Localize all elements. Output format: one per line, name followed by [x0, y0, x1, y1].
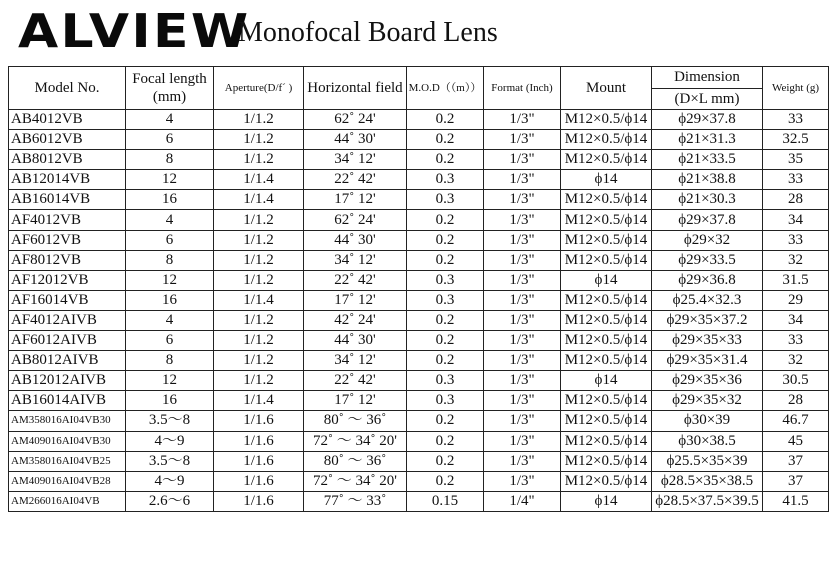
- cell-weight: 32: [763, 250, 829, 270]
- cell-aperture: 1/1.2: [214, 270, 304, 290]
- table-row: [9, 371, 829, 391]
- cell-focal-length: 16: [126, 290, 214, 310]
- cell-aperture: 1/1.4: [214, 190, 304, 210]
- cell-focal-length: 8: [126, 250, 214, 270]
- cell-mount: M12×0.5/ϕ14: [561, 431, 652, 451]
- cell-mod: 0.2: [407, 411, 484, 431]
- cell-dimension: ϕ21×38.8: [652, 170, 763, 190]
- cell-weight: 32: [763, 351, 829, 371]
- cell-mod: 0.3: [407, 190, 484, 210]
- cell-format: 1/3": [484, 290, 561, 310]
- cell-weight: 34: [763, 310, 829, 330]
- cell-aperture: 1/1.4: [214, 290, 304, 310]
- cell-dimension: ϕ29×35×32: [652, 391, 763, 411]
- header-weight: Weight (g): [763, 67, 829, 110]
- cell-aperture: 1/1.2: [214, 351, 304, 371]
- header-focal-line2: (mm): [152, 89, 187, 105]
- cell-horizontal-field: 22˚ 42': [304, 270, 407, 290]
- cell-mod: 0.15: [407, 491, 484, 511]
- lens-spec-table: [8, 66, 829, 512]
- cell-weight: 41.5: [763, 491, 829, 511]
- table-row: [9, 150, 829, 170]
- cell-mount: ϕ14: [561, 491, 652, 511]
- cell-format: 1/3": [484, 391, 561, 411]
- cell-focal-length: 3.5～8: [126, 411, 214, 431]
- cell-aperture: 1/1.2: [214, 371, 304, 391]
- cell-aperture: 1/1.4: [214, 170, 304, 190]
- cell-model: AF12012VB: [9, 270, 126, 290]
- cell-format: 1/3": [484, 230, 561, 250]
- cell-aperture: 1/1.2: [214, 310, 304, 330]
- cell-focal-length: 4～9: [126, 471, 214, 491]
- cell-dimension: ϕ29×36.8: [652, 270, 763, 290]
- cell-aperture: 1/1.2: [214, 230, 304, 250]
- cell-weight: 33: [763, 331, 829, 351]
- table-row: [9, 210, 829, 230]
- cell-focal-length: 6: [126, 331, 214, 351]
- cell-mod: 0.2: [407, 110, 484, 130]
- cell-format: 1/3": [484, 431, 561, 451]
- cell-horizontal-field: 22˚ 42': [304, 371, 407, 391]
- cell-horizontal-field: 34˚ 12': [304, 150, 407, 170]
- cell-mod: 0.3: [407, 290, 484, 310]
- cell-format: 1/4": [484, 491, 561, 511]
- table-row: [9, 290, 829, 310]
- cell-weight: 37: [763, 451, 829, 471]
- cell-mount: M12×0.5/ϕ14: [561, 290, 652, 310]
- cell-weight: 32.5: [763, 130, 829, 150]
- cell-format: 1/3": [484, 250, 561, 270]
- cell-focal-length: 4: [126, 310, 214, 330]
- cell-mod: 0.2: [407, 310, 484, 330]
- table-row: [9, 351, 829, 371]
- cell-format: 1/3": [484, 351, 561, 371]
- cell-model: AM266016AI04VB: [9, 491, 126, 511]
- cell-model: AF8012VB: [9, 250, 126, 270]
- cell-mount: M12×0.5/ϕ14: [561, 250, 652, 270]
- cell-mount: M12×0.5/ϕ14: [561, 471, 652, 491]
- cell-dimension: ϕ25.5×35×39: [652, 451, 763, 471]
- cell-mount: M12×0.5/ϕ14: [561, 351, 652, 371]
- table-row: [9, 491, 829, 511]
- cell-format: 1/3": [484, 331, 561, 351]
- cell-mount: M12×0.5/ϕ14: [561, 230, 652, 250]
- cell-weight: 35: [763, 150, 829, 170]
- cell-dimension: ϕ29×35×33: [652, 331, 763, 351]
- header-mod: M.O.D（（m））: [407, 67, 484, 110]
- header-focal-line1: Focal length: [132, 71, 207, 87]
- cell-format: 1/3": [484, 170, 561, 190]
- cell-dimension: ϕ30×39: [652, 411, 763, 431]
- table-row: [9, 190, 829, 210]
- cell-weight: 34: [763, 210, 829, 230]
- cell-dimension: ϕ29×35×31.4: [652, 351, 763, 371]
- cell-format: 1/3": [484, 451, 561, 471]
- cell-format: 1/3": [484, 270, 561, 290]
- cell-focal-length: 4～9: [126, 431, 214, 451]
- table-row: [9, 411, 829, 431]
- cell-aperture: 1/1.6: [214, 471, 304, 491]
- header: [14, 4, 824, 60]
- cell-mod: 0.2: [407, 150, 484, 170]
- table-row: [9, 230, 829, 250]
- cell-focal-length: 4: [126, 110, 214, 130]
- header-horizontal-field: Horizontal field: [304, 67, 407, 110]
- cell-mount: M12×0.5/ϕ14: [561, 190, 652, 210]
- cell-mount: M12×0.5/ϕ14: [561, 391, 652, 411]
- cell-weight: 33: [763, 230, 829, 250]
- cell-horizontal-field: 44˚ 30': [304, 230, 407, 250]
- header-mount: Mount: [561, 67, 652, 110]
- cell-horizontal-field: 22˚ 42': [304, 170, 407, 190]
- cell-dimension: ϕ21×30.3: [652, 190, 763, 210]
- table-row: [9, 130, 829, 150]
- table-row: [9, 170, 829, 190]
- cell-weight: 46.7: [763, 411, 829, 431]
- cell-aperture: 1/1.2: [214, 331, 304, 351]
- table-row: [9, 471, 829, 491]
- header-dimension-line1: Dimension: [652, 67, 762, 89]
- cell-mod: 0.2: [407, 250, 484, 270]
- cell-format: 1/3": [484, 471, 561, 491]
- cell-aperture: 1/1.2: [214, 250, 304, 270]
- header-dimension-line2: (D×L mm): [674, 91, 740, 107]
- cell-aperture: 1/1.6: [214, 431, 304, 451]
- cell-horizontal-field: 62˚ 24': [304, 210, 407, 230]
- cell-format: 1/3": [484, 110, 561, 130]
- cell-focal-length: 6: [126, 130, 214, 150]
- cell-dimension: ϕ28.5×35×38.5: [652, 471, 763, 491]
- cell-horizontal-field: 80˚ ～ 36˚: [304, 411, 407, 431]
- cell-model: AB8012VB: [9, 150, 126, 170]
- cell-model: AB4012VB: [9, 110, 126, 130]
- cell-dimension: ϕ28.5×37.5×39.5: [652, 491, 763, 511]
- cell-aperture: 1/1.2: [214, 130, 304, 150]
- cell-format: 1/3": [484, 411, 561, 431]
- cell-mount: M12×0.5/ϕ14: [561, 411, 652, 431]
- cell-focal-length: 8: [126, 150, 214, 170]
- table-header-row: [9, 67, 829, 110]
- cell-mod: 0.2: [407, 230, 484, 250]
- cell-weight: 31.5: [763, 270, 829, 290]
- cell-focal-length: 3.5～8: [126, 451, 214, 471]
- cell-weight: 29: [763, 290, 829, 310]
- cell-aperture: 1/1.4: [214, 391, 304, 411]
- header-model: Model No.: [9, 67, 126, 110]
- cell-mod: 0.2: [407, 451, 484, 471]
- cell-dimension: ϕ29×35×37.2: [652, 310, 763, 330]
- cell-format: 1/3": [484, 130, 561, 150]
- header-aperture: Aperture(D/f´ ): [214, 67, 304, 110]
- cell-model: AB16014AIVB: [9, 391, 126, 411]
- cell-focal-length: 16: [126, 391, 214, 411]
- header-format: Format (Inch): [484, 67, 561, 110]
- cell-mod: 0.3: [407, 170, 484, 190]
- cell-mount: ϕ14: [561, 270, 652, 290]
- cell-mod: 0.3: [407, 391, 484, 411]
- table-row: [9, 310, 829, 330]
- cell-mount: M12×0.5/ϕ14: [561, 331, 652, 351]
- table-row: [9, 391, 829, 411]
- cell-model: AM409016AI04VB28: [9, 471, 126, 491]
- cell-aperture: 1/1.2: [214, 210, 304, 230]
- cell-format: 1/3": [484, 210, 561, 230]
- cell-focal-length: 4: [126, 210, 214, 230]
- cell-focal-length: 2.6～6: [126, 491, 214, 511]
- cell-horizontal-field: 44˚ 30': [304, 130, 407, 150]
- cell-mod: 0.2: [407, 331, 484, 351]
- cell-horizontal-field: 34˚ 12': [304, 250, 407, 270]
- cell-mount: ϕ14: [561, 371, 652, 391]
- cell-mod: 0.2: [407, 471, 484, 491]
- cell-mod: 0.2: [407, 130, 484, 150]
- table-row: [9, 431, 829, 451]
- table-row: [9, 451, 829, 471]
- cell-weight: 33: [763, 110, 829, 130]
- cell-mod: 0.2: [407, 210, 484, 230]
- page-title: Monofocal Board Lens: [238, 17, 498, 48]
- cell-aperture: 1/1.6: [214, 451, 304, 471]
- cell-dimension: ϕ30×38.5: [652, 431, 763, 451]
- cell-horizontal-field: 77˚ ～ 33˚: [304, 491, 407, 511]
- brand-logo: ALVIEW: [18, 4, 251, 59]
- table-row: [9, 110, 829, 130]
- cell-model: AM409016AI04VB30: [9, 431, 126, 451]
- cell-mount: M12×0.5/ϕ14: [561, 150, 652, 170]
- cell-model: AM358016AI04VB30: [9, 411, 126, 431]
- table-row: [9, 270, 829, 290]
- cell-horizontal-field: 44˚ 30': [304, 331, 407, 351]
- cell-weight: 45: [763, 431, 829, 451]
- cell-format: 1/3": [484, 190, 561, 210]
- cell-horizontal-field: 17˚ 12': [304, 190, 407, 210]
- cell-mod: 0.2: [407, 351, 484, 371]
- cell-mod: 0.3: [407, 270, 484, 290]
- cell-focal-length: 12: [126, 170, 214, 190]
- cell-aperture: 1/1.2: [214, 110, 304, 130]
- cell-model: AF6012AIVB: [9, 331, 126, 351]
- cell-horizontal-field: 62˚ 24': [304, 110, 407, 130]
- cell-model: AB6012VB: [9, 130, 126, 150]
- cell-horizontal-field: 42˚ 24': [304, 310, 407, 330]
- cell-model: AM358016AI04VB25: [9, 451, 126, 471]
- table-body: [9, 110, 829, 512]
- cell-aperture: 1/1.2: [214, 150, 304, 170]
- cell-model: AB16014VB: [9, 190, 126, 210]
- cell-mod: 0.2: [407, 431, 484, 451]
- cell-horizontal-field: 17˚ 12': [304, 290, 407, 310]
- cell-model: AF4012VB: [9, 210, 126, 230]
- cell-focal-length: 12: [126, 371, 214, 391]
- table-row: [9, 331, 829, 351]
- cell-horizontal-field: 72˚ ～ 34˚ 20': [304, 431, 407, 451]
- cell-dimension: ϕ29×37.8: [652, 210, 763, 230]
- cell-horizontal-field: 34˚ 12': [304, 351, 407, 371]
- cell-horizontal-field: 17˚ 12': [304, 391, 407, 411]
- cell-dimension: ϕ29×35×36: [652, 371, 763, 391]
- cell-focal-length: 16: [126, 190, 214, 210]
- cell-mod: 0.3: [407, 371, 484, 391]
- cell-weight: 37: [763, 471, 829, 491]
- cell-mount: M12×0.5/ϕ14: [561, 130, 652, 150]
- cell-focal-length: 8: [126, 351, 214, 371]
- cell-dimension: ϕ25.4×32.3: [652, 290, 763, 310]
- cell-mount: M12×0.5/ϕ14: [561, 210, 652, 230]
- cell-dimension: ϕ21×31.3: [652, 130, 763, 150]
- cell-mount: ϕ14: [561, 170, 652, 190]
- cell-focal-length: 12: [126, 270, 214, 290]
- cell-dimension: ϕ21×33.5: [652, 150, 763, 170]
- cell-dimension: ϕ29×32: [652, 230, 763, 250]
- cell-horizontal-field: 80˚ ～ 36˚: [304, 451, 407, 471]
- cell-weight: 28: [763, 190, 829, 210]
- cell-mount: M12×0.5/ϕ14: [561, 451, 652, 471]
- cell-horizontal-field: 72˚ ～ 34˚ 20': [304, 471, 407, 491]
- cell-mount: M12×0.5/ϕ14: [561, 110, 652, 130]
- header-focal-length: [126, 67, 214, 110]
- cell-weight: 33: [763, 170, 829, 190]
- table-row: [9, 250, 829, 270]
- cell-format: 1/3": [484, 371, 561, 391]
- cell-model: AF6012VB: [9, 230, 126, 250]
- cell-weight: 30.5: [763, 371, 829, 391]
- cell-aperture: 1/1.6: [214, 491, 304, 511]
- header-dimension: [652, 67, 763, 110]
- cell-format: 1/3": [484, 150, 561, 170]
- cell-model: AF4012AIVB: [9, 310, 126, 330]
- cell-model: AB12012AIVB: [9, 371, 126, 391]
- cell-aperture: 1/1.6: [214, 411, 304, 431]
- cell-model: AB12014VB: [9, 170, 126, 190]
- cell-dimension: ϕ29×37.8: [652, 110, 763, 130]
- cell-format: 1/3": [484, 310, 561, 330]
- cell-model: AF16014VB: [9, 290, 126, 310]
- cell-focal-length: 6: [126, 230, 214, 250]
- cell-mount: M12×0.5/ϕ14: [561, 310, 652, 330]
- cell-model: AB8012AIVB: [9, 351, 126, 371]
- cell-weight: 28: [763, 391, 829, 411]
- cell-dimension: ϕ29×33.5: [652, 250, 763, 270]
